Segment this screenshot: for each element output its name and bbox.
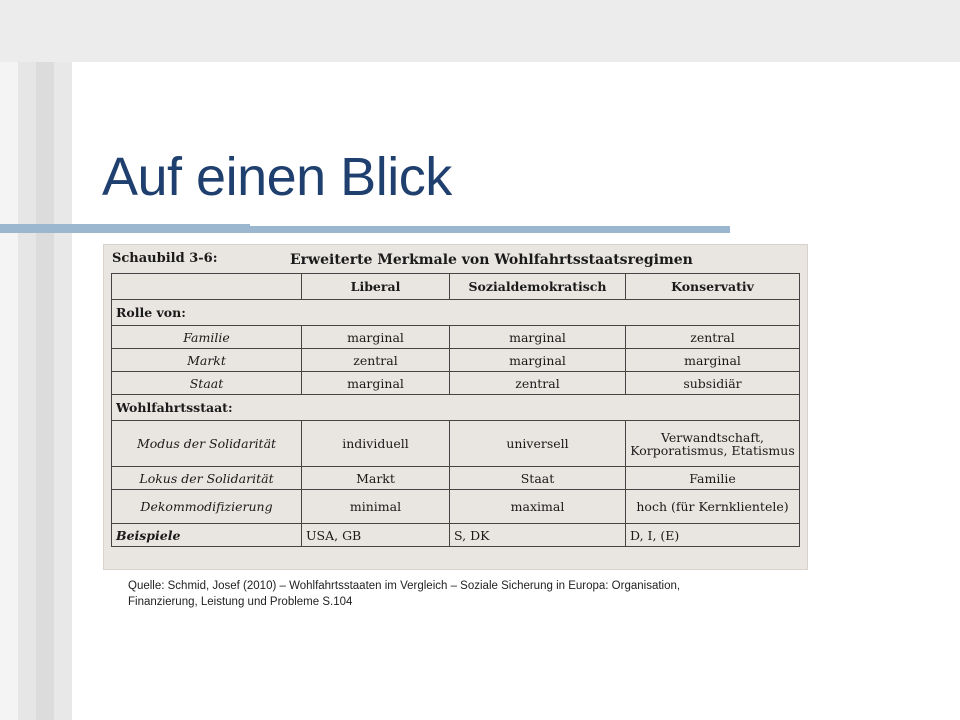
- left-stripe-3: [36, 62, 54, 720]
- table-cell: Familie: [626, 467, 800, 490]
- table-cell: marginal: [450, 349, 626, 372]
- table-cell: Markt: [302, 467, 450, 490]
- table-cell: marginal: [302, 372, 450, 395]
- slide-top-band: [0, 0, 960, 62]
- section-row: [112, 395, 800, 421]
- table-row: [112, 490, 800, 524]
- row-label: Familie: [112, 326, 302, 349]
- section-heading-rolle: Rolle von:: [112, 300, 800, 326]
- table-row: [112, 349, 800, 372]
- source-line-2: Finanzierung, Leistung und Probleme S.104: [128, 596, 353, 608]
- row-label: Markt: [112, 349, 302, 372]
- table-cell: Verwandtschaft, Korporatismus, Etatismus: [626, 421, 800, 467]
- table-cell: subsidiär: [626, 372, 800, 395]
- table-cell: hoch (für Kernklientele): [626, 490, 800, 524]
- table-cell: marginal: [450, 326, 626, 349]
- left-stripe-2: [18, 62, 36, 720]
- scanned-table-image: [103, 244, 808, 570]
- examples-label: Beispiele: [112, 524, 302, 547]
- table-cell: zentral: [450, 372, 626, 395]
- header-empty-cell: [112, 274, 302, 300]
- slide-title: Auf einen Blick: [102, 147, 452, 207]
- table-cell: maximal: [450, 490, 626, 524]
- table-cell: zentral: [626, 326, 800, 349]
- table-cell: zentral: [302, 349, 450, 372]
- table-cell: USA, GB: [302, 524, 450, 547]
- column-header-liberal: Liberal: [302, 274, 450, 300]
- title-rule: [0, 226, 730, 233]
- row-label: Staat: [112, 372, 302, 395]
- left-stripe-1: [0, 62, 18, 720]
- table-cell: D, I, (E): [626, 524, 800, 547]
- table-cell: individuell: [302, 421, 450, 467]
- table-row: [112, 326, 800, 349]
- examples-row: [112, 524, 800, 547]
- table-cell: minimal: [302, 490, 450, 524]
- table-cell: marginal: [302, 326, 450, 349]
- welfare-regime-table: [111, 273, 800, 547]
- table-row: [112, 421, 800, 467]
- section-row: [112, 300, 800, 326]
- column-header-konservativ: Konservativ: [626, 274, 800, 300]
- source-citation: [128, 578, 788, 610]
- row-label: Lokus der Solidarität: [112, 467, 302, 490]
- left-stripe-4: [54, 62, 72, 720]
- table-cell: Staat: [450, 467, 626, 490]
- section-heading-wohlfahrtsstaat: Wohlfahrtsstaat:: [112, 395, 800, 421]
- table-cell: universell: [450, 421, 626, 467]
- figure-label: Schaubild 3-6:: [112, 251, 218, 266]
- column-header-sozialdemokratisch: Sozialdemokratisch: [450, 274, 626, 300]
- table-row: [112, 372, 800, 395]
- source-line-1: Quelle: Schmid, Josef (2010) – Wohlfahrtsstaaten im Vergleich – Soziale Sicherung in Europa: Organisation,: [128, 580, 681, 592]
- figure-title: Erweiterte Merkmale von Wohlfahrtsstaatsregimen: [290, 252, 693, 268]
- table-cell: marginal: [626, 349, 800, 372]
- table-cell: S, DK: [450, 524, 626, 547]
- table-row: [112, 467, 800, 490]
- table-header-row: [112, 274, 800, 300]
- row-label: Modus der Solidarität: [112, 421, 302, 467]
- row-label: Dekommodifizierung: [112, 490, 302, 524]
